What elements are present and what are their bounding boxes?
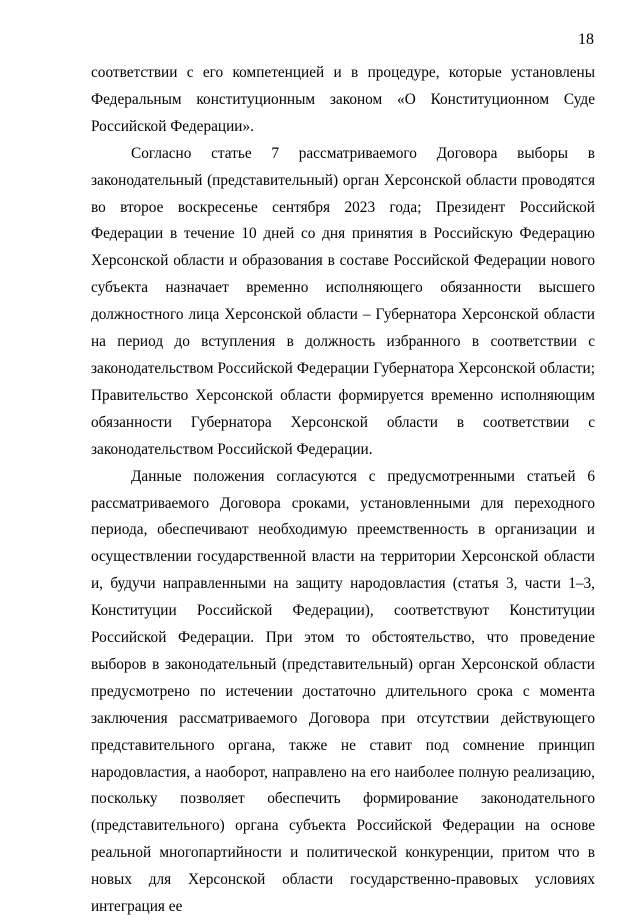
page-number: 18 [578,31,594,48]
document-body [91,60,595,921]
paragraph-continuation: соответствии с его компетенцией и в процедуре, которые установлены Федеральным конституционным законом «О Конституционном Суде Российской Федерации». [91,64,595,135]
paragraph-provisions: Данные положения согласуются с предусмотренными статьей 6 рассматриваемого Договора сроками, установленными для переходного периода, обеспечивают необходимую преемственность в организации и осуществлении государственной власти на территории Херсонской области и, будучи направленными на защиту народовластия (статья 3, части 1–3, Конституции Российской Федерации), соответствуют Конституции Российской Федерации. При этом то обстоятельство, что проведение выборов в законодательный (представительный) орган Херсонской области предусмотрено по истечении достаточно длительного срока с момента заключения рассматриваемого Договора при отсутствии действующего представительного органа, также не ставит под сомнение принцип народовластия, а наоборот, направлено на его наиболее полную реализацию, поскольку позволяет обеспечить формирование законодательного (представительного) органа субъекта Российской Федерации на основе реальной многопартийности и политической конкуренции, притом что в новых для Херсонской области государственно-правовых условиях интеграция ее [91,467,595,916]
paragraph-article-7: Согласно статье 7 рассматриваемого Договора выборы в законодательный (представительный) орган Херсонской области проводятся во второе воскресенье сентября 2023 года; Президент Российской Федерации в течение 10 дней со дня принятия в Российскую Федерацию Херсонской области и образования в составе Российской Федерации нового субъекта назначает временно исполняющего обязанности высшего должностного лица Херсонской области – Губернатора Херсонской области на период до вступления в должность избранного в соответствии с законодательством Российской Федерации Губернатора Херсонской области; Правительство Херсонской области формируется временно исполняющим обязанности Губернатора Херсонской области в соответствии с законодательством Российской Федерации. [91,144,595,458]
